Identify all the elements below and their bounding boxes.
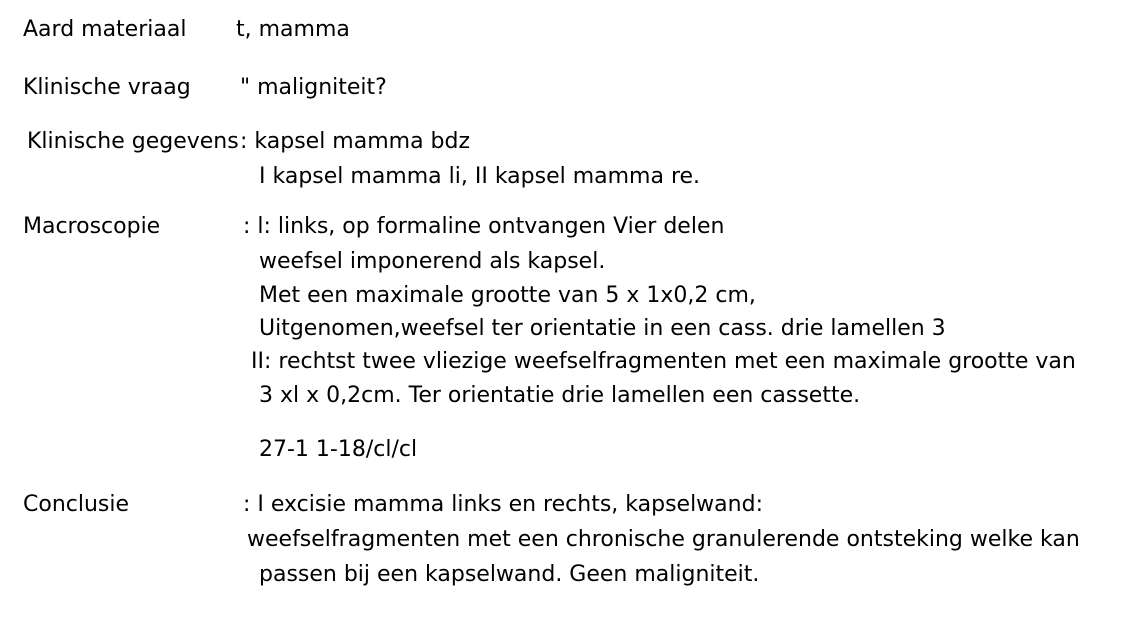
- vraag-label: Klinische vraag: [23, 75, 191, 100]
- macroscopie-code: 27-1 1-18/cl/cl: [259, 437, 418, 462]
- macroscopie-line: 3 xl x 0,2cm. Ter orientatie drie lamellen een cassette.: [259, 383, 861, 408]
- aard-label: Aard materiaal: [23, 17, 187, 42]
- conclusie-line: : I excisie mamma links en rechts, kapselwand:: [243, 492, 763, 517]
- gegevens-line: : kapsel mamma bdz: [240, 129, 471, 154]
- gegevens-line: I kapsel mamma li, II kapsel mamma re.: [259, 164, 701, 189]
- conclusie-line: passen bij een kapselwand. Geen maligniteit.: [259, 562, 760, 587]
- conclusie-label: Conclusie: [23, 492, 130, 517]
- macroscopie-line: Met een maximale grootte van 5 x 1x0,2 cm,: [259, 283, 756, 308]
- macroscopie-line: Uitgenomen,weefsel ter orientatie in een cass. drie lamellen 3: [259, 316, 946, 341]
- macroscopie-line: weefsel imponerend als kapsel.: [259, 249, 606, 274]
- vraag-value: " maligniteit?: [240, 75, 387, 100]
- aard-value: t, mamma: [236, 17, 350, 42]
- gegevens-label: Klinische gegevens: [27, 129, 239, 154]
- macroscopie-line: : l: links, op formaline ontvangen Vier delen: [243, 214, 725, 239]
- macroscopie-line: II: rechtst twee vliezige weefselfragmenten met een maximale grootte van: [251, 349, 1076, 374]
- macroscopie-label: Macroscopie: [23, 214, 161, 239]
- conclusie-line: weefselfragmenten met een chronische granulerende ontsteking welke kan: [247, 527, 1080, 552]
